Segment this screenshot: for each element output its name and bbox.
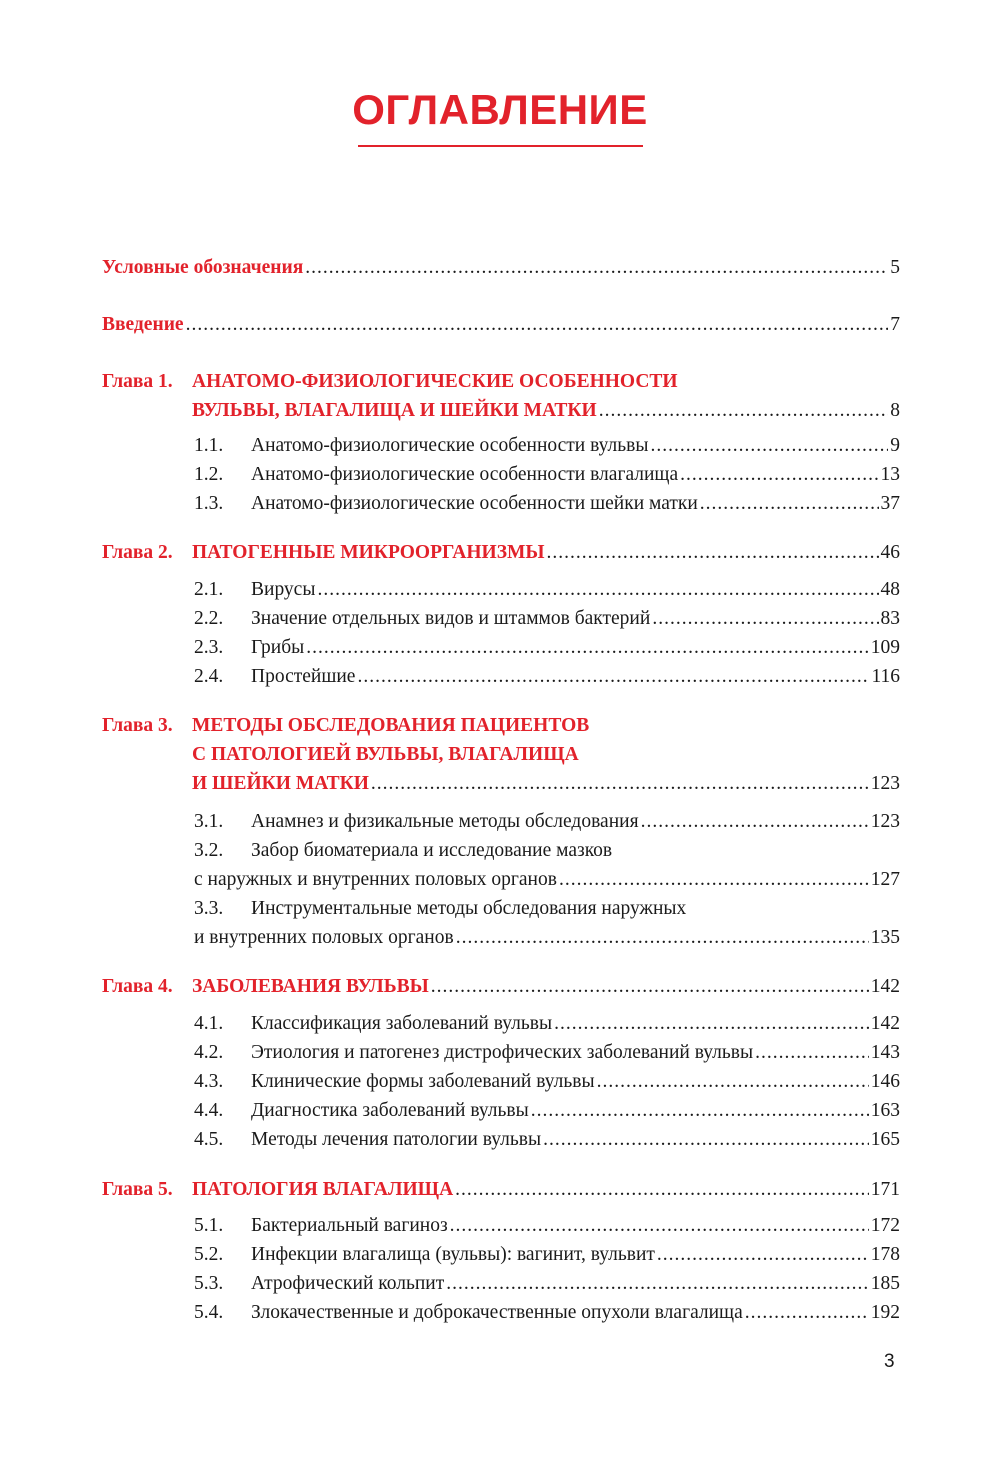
- section-label: Забор биоматериала и исследование мазков: [251, 840, 613, 861]
- section-label: Инструментальные методы обследования наружных: [251, 898, 687, 919]
- section-label: Анатомо-физиологические особенности влагалища: [251, 464, 679, 485]
- chapter-title-line: АНАТОМО-ФИЗИОЛОГИЧЕСКИЕ ОСОБЕННОСТИ: [192, 371, 678, 392]
- toc-page-number: 192: [870, 1302, 900, 1323]
- toc-page-number: 48: [880, 579, 900, 600]
- section-number: 5.4.: [194, 1302, 224, 1323]
- toc-page-number: 13: [880, 464, 900, 485]
- toc-section-start[interactable]: [194, 836, 612, 866]
- chapter-number: Глава 5.: [102, 1179, 173, 1200]
- dot-leader: [650, 431, 888, 461]
- toc-entry-label: Введение: [102, 314, 184, 335]
- dot-leader: [680, 460, 878, 490]
- toc-page-number: 185: [870, 1273, 900, 1294]
- section-number: 2.1.: [194, 579, 224, 600]
- toc-entry-label: Условные обозначения: [102, 257, 304, 278]
- section-label: Атрофический кольпит: [251, 1273, 445, 1294]
- section-number: 5.2.: [194, 1244, 224, 1265]
- toc-page-number: 178: [870, 1244, 900, 1265]
- dot-leader: [446, 1269, 868, 1299]
- section-label: с наружных и внутренних половых органов: [194, 869, 557, 890]
- chapter-number: Глава 1.: [102, 371, 173, 392]
- dot-leader: [455, 1175, 869, 1205]
- dot-leader: [456, 923, 869, 953]
- chapter-3-heading[interactable]: [102, 711, 589, 741]
- dot-leader: [559, 865, 869, 895]
- toc-page-number: 8: [890, 400, 900, 421]
- toc-page-number: 172: [870, 1215, 900, 1236]
- section-number: 3.2.: [194, 840, 224, 861]
- section-number: 4.1.: [194, 1013, 224, 1034]
- section-number: 4.3.: [194, 1071, 224, 1092]
- chapter-title-line: ПАТОЛОГИЯ ВЛАГАЛИЩА: [192, 1179, 454, 1200]
- section-label: Анатомо-физиологические особенности шейки матки: [251, 493, 698, 514]
- section-number: 2.2.: [194, 608, 224, 629]
- section-label: Этиология и патогенез дистрофических заболеваний вульвы: [251, 1042, 754, 1063]
- dot-leader: [317, 575, 878, 605]
- section-label: Анамнез и физикальные методы обследования: [251, 811, 639, 832]
- dot-leader: [547, 538, 879, 568]
- chapter-title-line: С ПАТОЛОГИЕЙ ВУЛЬВЫ, ВЛАГАЛИЩА: [192, 744, 579, 765]
- toc-section[interactable]: [194, 1125, 900, 1155]
- toc-section-end[interactable]: [194, 865, 900, 895]
- toc-section[interactable]: [194, 662, 900, 692]
- section-number: 4.2.: [194, 1042, 224, 1063]
- chapter-title-line: МЕТОДЫ ОБСЛЕДОВАНИЯ ПАЦИЕНТОВ: [192, 715, 590, 736]
- dot-leader: [745, 1298, 869, 1328]
- toc-section[interactable]: [194, 633, 900, 663]
- toc-section[interactable]: [194, 460, 900, 490]
- chapter-5-heading[interactable]: [102, 1175, 900, 1205]
- chapter-1-heading-end[interactable]: [102, 396, 900, 426]
- dot-leader: [186, 310, 889, 340]
- toc-section[interactable]: [194, 1096, 900, 1126]
- section-label: и внутренних половых органов: [194, 927, 454, 948]
- dot-leader: [531, 1096, 869, 1126]
- toc-section[interactable]: [194, 1067, 900, 1097]
- toc-page-number: 109: [870, 637, 900, 658]
- toc-page-number: 142: [870, 976, 900, 997]
- dot-leader: [371, 769, 869, 799]
- toc-section-end[interactable]: [194, 923, 900, 953]
- section-number: 4.4.: [194, 1100, 224, 1121]
- section-number: 1.1.: [194, 435, 224, 456]
- dot-leader: [554, 1009, 869, 1039]
- toc-page-number: 165: [870, 1129, 900, 1150]
- chapter-title-line: ВУЛЬВЫ, ВЛАГАЛИЩА И ШЕЙКИ МАТКИ: [192, 400, 597, 421]
- toc-section[interactable]: [194, 604, 900, 634]
- page-title: ОГЛАВЛЕНИЕ: [352, 86, 648, 133]
- dot-leader: [450, 1211, 869, 1241]
- dot-leader: [306, 633, 868, 663]
- chapter-3-heading-end[interactable]: [102, 769, 900, 799]
- section-label: Простейшие: [251, 666, 356, 687]
- toc-page-number: 46: [880, 542, 900, 563]
- page-number: 3: [884, 1351, 895, 1372]
- section-number: 5.1.: [194, 1215, 224, 1236]
- toc-page-number: 83: [880, 608, 900, 629]
- chapter-number: Глава 3.: [102, 715, 173, 736]
- section-label: Вирусы: [251, 579, 316, 600]
- section-number: 5.3.: [194, 1273, 224, 1294]
- section-number: 1.2.: [194, 464, 224, 485]
- section-number: 2.3.: [194, 637, 224, 658]
- section-number: 3.3.: [194, 898, 224, 919]
- toc-page-number: 143: [870, 1042, 900, 1063]
- section-label: Инфекции влагалища (вульвы): вагинит, вульвит: [251, 1244, 655, 1265]
- toc-section[interactable]: [194, 1240, 900, 1270]
- toc-page-number: 9: [890, 435, 900, 456]
- section-label: Бактериальный вагиноз: [251, 1215, 448, 1236]
- section-label: Злокачественные и доброкачественные опухоли влагалища: [251, 1302, 743, 1323]
- dot-leader: [599, 396, 889, 426]
- toc-entry[interactable]: [102, 310, 900, 340]
- dot-leader: [755, 1038, 869, 1068]
- toc-page-number: 37: [880, 493, 900, 514]
- section-label: Диагностика заболеваний вульвы: [251, 1100, 529, 1121]
- section-label: Анатомо-физиологические особенности вульвы: [251, 435, 649, 456]
- section-number: 4.5.: [194, 1129, 224, 1150]
- toc-section-start[interactable]: [194, 894, 686, 924]
- chapter-title-line: ПАТОГЕННЫЕ МИКРООРГАНИЗМЫ: [192, 542, 545, 563]
- chapter-1-heading[interactable]: [102, 367, 678, 397]
- dot-leader: [700, 489, 879, 519]
- toc-page-number: 135: [870, 927, 900, 948]
- chapter-number: Глава 2.: [102, 542, 173, 563]
- dot-leader: [431, 972, 869, 1002]
- toc-section[interactable]: [194, 1009, 900, 1039]
- section-label: Методы лечения патологии вульвы: [251, 1129, 542, 1150]
- toc-page-number: 146: [870, 1071, 900, 1092]
- toc-section[interactable]: [194, 431, 900, 461]
- dot-leader: [657, 1240, 869, 1270]
- toc-page-number: 142: [870, 1013, 900, 1034]
- toc-page-number: 123: [870, 811, 900, 832]
- toc-page-number: 171: [870, 1179, 900, 1200]
- toc-page-number: 7: [890, 314, 900, 335]
- dot-leader: [305, 253, 888, 283]
- section-number: 1.3.: [194, 493, 224, 514]
- toc-section[interactable]: [194, 1038, 900, 1068]
- toc-section[interactable]: [194, 807, 900, 837]
- dot-leader: [357, 662, 869, 692]
- toc-entry[interactable]: [102, 253, 900, 283]
- toc-page-number: 127: [870, 869, 900, 890]
- toc-section[interactable]: [194, 489, 900, 519]
- dot-leader: [652, 604, 878, 634]
- section-label: Клинические формы заболеваний вульвы: [251, 1071, 595, 1092]
- toc-page-number: 5: [890, 257, 900, 278]
- toc-page-number: 163: [870, 1100, 900, 1121]
- toc-section[interactable]: [194, 1211, 900, 1241]
- toc-page-number: 116: [871, 666, 900, 687]
- toc-page-number: 123: [870, 773, 900, 794]
- section-label: Значение отдельных видов и штаммов бактерий: [251, 608, 651, 629]
- chapter-title-line: И ШЕЙКИ МАТКИ: [192, 773, 369, 794]
- dot-leader: [641, 807, 869, 837]
- section-label: Классификация заболеваний вульвы: [251, 1013, 553, 1034]
- title-underline: [358, 145, 643, 147]
- chapter-number: Глава 4.: [102, 976, 173, 997]
- toc-section[interactable]: [194, 1298, 900, 1328]
- toc-section[interactable]: [194, 1269, 900, 1299]
- section-number: 2.4.: [194, 666, 224, 687]
- section-number: 3.1.: [194, 811, 224, 832]
- chapter-4-heading[interactable]: [102, 972, 900, 1002]
- chapter-2-heading[interactable]: [102, 538, 900, 568]
- chapter-title-line: ЗАБОЛЕВАНИЯ ВУЛЬВЫ: [192, 976, 429, 997]
- dot-leader: [543, 1125, 869, 1155]
- section-label: Грибы: [251, 637, 305, 658]
- toc-section[interactable]: [194, 575, 900, 605]
- dot-leader: [597, 1067, 869, 1097]
